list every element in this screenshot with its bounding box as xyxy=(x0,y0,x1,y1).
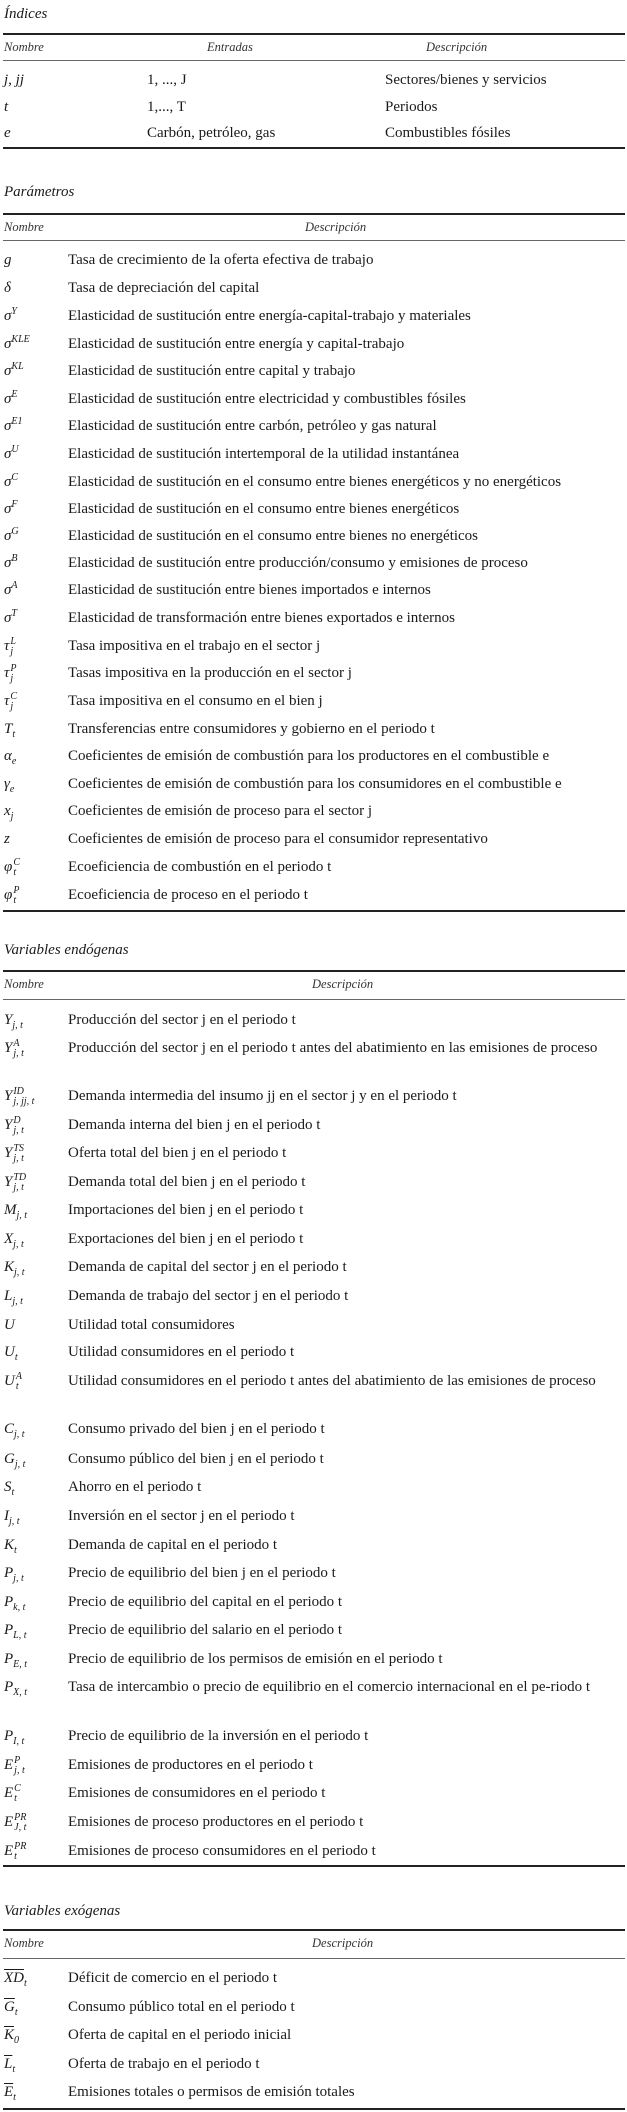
symbol-base: α xyxy=(4,748,12,764)
header-nombre: Nombre xyxy=(4,220,44,234)
description: Exportaciones del bien j en el periodo t xyxy=(68,1231,304,1247)
header-nombre: Nombre xyxy=(4,40,44,54)
symbol-base: T xyxy=(4,721,13,737)
symbol xyxy=(4,1726,24,1746)
symbol-base: z xyxy=(4,831,10,847)
symbol-base: U xyxy=(4,1317,15,1333)
symbol xyxy=(4,1477,14,1497)
symbol xyxy=(4,1371,22,1392)
symbol-base: U xyxy=(4,1373,15,1389)
description: Elasticidad de sustitución en el consumo entre bienes energéticos y no energéticos xyxy=(68,474,562,490)
table-bottom-rule xyxy=(3,2108,625,2110)
symbol-subscript: j xyxy=(10,645,14,657)
symbol xyxy=(4,691,17,712)
symbol-superscript: E1 xyxy=(11,416,23,427)
header-rule xyxy=(3,240,625,241)
description: Oferta de trabajo en el periodo t xyxy=(68,2056,260,2072)
description: Coeficientes de emisión de proceso para el sector j xyxy=(68,803,373,819)
symbol-base: E xyxy=(4,1814,14,1830)
symbol-subscript: t xyxy=(14,1352,18,1363)
symbol xyxy=(4,526,19,546)
symbol-base: σ xyxy=(4,446,12,462)
header-descripcion: Descripción xyxy=(312,977,374,991)
symbol-subscript: j, t xyxy=(13,1239,24,1250)
description: Transferencias entre consumidores y gobierno en el periodo t xyxy=(68,721,435,737)
symbol-subscript: j, t xyxy=(14,1267,25,1278)
symbol xyxy=(4,1038,24,1059)
symbol-subscript: e xyxy=(11,756,17,767)
symbol-base: σ xyxy=(4,555,12,571)
header-descripcion: Descripción xyxy=(305,220,367,234)
symbol-superscript: G xyxy=(11,526,19,537)
description: Demanda intermedia del insumo jj en el sector j y en el periodo t xyxy=(68,1088,457,1104)
symbol-base: U xyxy=(4,1344,15,1360)
symbol xyxy=(4,1620,27,1640)
description: Elasticidad de sustitución entre electricidad y combustibles fósiles xyxy=(68,391,466,407)
symbol-superscript: A xyxy=(11,580,18,591)
symbol-base: δ xyxy=(4,280,11,296)
symbol-subscript: t xyxy=(14,2007,18,2018)
header-rule xyxy=(3,999,625,1000)
description: Utilidad consumidores en el periodo t xyxy=(68,1344,295,1360)
description: Demanda de trabajo del sector j en el periodo t xyxy=(68,1288,349,1304)
symbol-base: x xyxy=(4,803,11,819)
symbol-base: L xyxy=(4,1288,13,1304)
description: Oferta total del bien j en el periodo t xyxy=(68,1145,287,1161)
description: Tasas impositiva en la producción en el sector j xyxy=(68,665,352,681)
symbol-scripts xyxy=(14,1813,26,1833)
symbol-superscript: P xyxy=(10,662,17,674)
table-bottom-rule xyxy=(3,147,625,149)
symbol xyxy=(4,334,30,354)
symbol-base: φ xyxy=(4,859,13,875)
symbol xyxy=(4,416,23,436)
symbol-subscript: j, t xyxy=(13,1181,24,1193)
symbol xyxy=(4,1592,25,1612)
section-title-indices: Índices xyxy=(4,6,48,22)
symbol xyxy=(4,389,18,409)
symbol xyxy=(4,1115,24,1136)
symbol-subscript: t xyxy=(12,2064,16,2075)
description: Elasticidad de transformación entre bienes exportados e internos xyxy=(68,610,455,626)
symbol-subscript: t xyxy=(14,1545,17,1556)
symbol-subscript: t xyxy=(13,2092,16,2103)
symbol-subscript: j, t xyxy=(14,1764,25,1776)
description: Elasticidad de sustitución intertemporal de la utilidad instantánea xyxy=(68,446,460,462)
symbol-superscript: B xyxy=(11,553,18,564)
index-entries: 1,..., T xyxy=(147,99,186,115)
symbol xyxy=(4,580,18,600)
symbol-subscript: I, t xyxy=(13,1736,25,1747)
description: Emisiones totales o permisos de emisión totales xyxy=(68,2084,355,2100)
description: Elasticidad de sustitución entre carbón, petróleo y gas natural xyxy=(68,418,437,434)
symbol xyxy=(4,1342,18,1362)
symbol xyxy=(4,2054,15,2074)
symbol-superscript: ID xyxy=(13,1085,24,1097)
symbol-base: Y xyxy=(4,1088,13,1104)
symbol xyxy=(4,499,18,519)
symbol-base: P xyxy=(4,1651,14,1667)
symbol-superscript: Y xyxy=(11,306,17,317)
symbol-scripts xyxy=(14,1842,26,1862)
description: Coeficientes de emisión de combustión para los productores en el combustible e xyxy=(68,748,550,764)
table-top-rule xyxy=(3,33,625,35)
description: Emisiones de proceso productores en el periodo t xyxy=(68,1814,364,1830)
description: Utilidad consumidores en el periodo t antes del abatimiento de las emisiones de proceso xyxy=(68,1373,596,1389)
description: Ahorro en el periodo t xyxy=(68,1479,202,1495)
symbol xyxy=(4,663,16,684)
symbol-subscript: j, t xyxy=(12,1296,23,1307)
symbol xyxy=(4,885,19,906)
description: Utilidad total consumidores xyxy=(68,1317,235,1333)
description: Precio de equilibrio del salario en el periodo t xyxy=(68,1622,343,1638)
symbol-superscript: P xyxy=(14,1754,21,1766)
symbol-scripts xyxy=(13,1039,24,1059)
symbol xyxy=(4,1315,15,1335)
symbol-subscript: j xyxy=(10,700,14,712)
description: Oferta de capital en el periodo inicial xyxy=(68,2027,292,2043)
symbol xyxy=(4,719,15,739)
symbol xyxy=(4,472,18,492)
symbol xyxy=(4,1535,17,1555)
description: Demanda interna del bien j en el periodo t xyxy=(68,1117,321,1133)
symbol-superscript: E xyxy=(11,389,18,400)
description: Coeficientes de emisión de proceso para el consumidor representativo xyxy=(68,831,488,847)
symbol-subscript: j, t xyxy=(12,1020,23,1031)
symbol-superscript: C xyxy=(13,856,20,868)
symbol xyxy=(4,2025,19,2045)
symbol-base: σ xyxy=(4,501,12,517)
symbol-scripts xyxy=(16,1372,22,1392)
symbol-superscript: TS xyxy=(13,1142,24,1154)
symbol-subscript: J, t xyxy=(14,1821,27,1833)
symbol-base: P xyxy=(4,1594,14,1610)
index-description: Combustibles fósiles xyxy=(385,125,511,141)
symbol-subscript: j, t xyxy=(14,1459,26,1470)
symbol-subscript: k, t xyxy=(13,1602,26,1613)
symbol-scripts xyxy=(13,1173,26,1193)
symbol-base: τ xyxy=(4,693,10,709)
description: Elasticidad de sustitución entre energía-capital-trabajo y materiales xyxy=(68,308,471,324)
symbol xyxy=(4,774,14,794)
symbol-scripts xyxy=(10,692,17,712)
symbol xyxy=(4,278,11,298)
symbol-base: $\overline{G}$ xyxy=(4,1999,15,2015)
description: Déficit de comercio en el periodo t xyxy=(68,1970,278,1986)
description: Ecoeficiencia de combustión en el periodo t xyxy=(68,859,332,875)
index-name: e xyxy=(4,125,11,141)
symbol xyxy=(4,1449,25,1469)
symbol-subscript: t xyxy=(14,1850,17,1862)
symbol-subscript: t xyxy=(11,1487,15,1498)
symbol xyxy=(4,1086,34,1107)
description: Demanda total del bien j en el periodo t xyxy=(68,1174,306,1190)
description: Elasticidad de sustitución entre capital y trabajo xyxy=(68,363,356,379)
symbol-superscript: T xyxy=(11,608,17,619)
symbol-base: σ xyxy=(4,528,12,544)
symbol-base: σ xyxy=(4,474,12,490)
index-description: Sectores/bienes y servicios xyxy=(385,72,547,88)
description: Producción del sector j en el periodo t antes del abatimiento en las emisiones de proceso xyxy=(68,1040,598,1056)
description: Consumo privado del bien j en el periodo t xyxy=(68,1421,325,1437)
symbol-base: P xyxy=(4,1622,14,1638)
symbol-base: σ xyxy=(4,391,12,407)
symbol xyxy=(4,1257,25,1277)
symbol-scripts xyxy=(13,1144,24,1164)
symbol xyxy=(4,306,17,326)
symbol-subscript: j, t xyxy=(14,1429,25,1440)
symbol xyxy=(4,553,18,573)
description: Precio de equilibrio del capital en el periodo t xyxy=(68,1594,343,1610)
symbol-superscript: C xyxy=(14,1782,21,1794)
index-description: Periodos xyxy=(385,99,438,115)
description: Tasa impositiva en el consumo en el bien j xyxy=(68,693,323,709)
symbol xyxy=(4,1677,27,1697)
symbol-base: σ xyxy=(4,582,12,598)
symbol-base: Y xyxy=(4,1040,13,1056)
symbol-base: E xyxy=(4,1785,14,1801)
symbol-scripts xyxy=(10,637,16,657)
symbol-base: I xyxy=(4,1508,9,1524)
symbol xyxy=(4,1172,26,1193)
symbol-base: Y xyxy=(4,1145,13,1161)
symbol-base: σ xyxy=(4,610,12,626)
description: Demanda de capital del sector j en el periodo t xyxy=(68,1259,347,1275)
symbol xyxy=(4,608,17,628)
symbol-subscript: t xyxy=(14,1792,17,1804)
symbol xyxy=(4,801,13,821)
symbol-subscript: j xyxy=(10,672,14,684)
section-title-exogenas: Variables exógenas xyxy=(4,1903,121,1919)
symbol-base: $\overline{K}$ xyxy=(4,2027,15,2043)
symbol xyxy=(4,636,16,657)
symbol-scripts xyxy=(13,1087,34,1107)
table-bottom-rule xyxy=(3,1865,625,1867)
description: Tasa de depreciación del capital xyxy=(68,280,260,296)
symbol xyxy=(4,1286,23,1306)
symbol-base: K xyxy=(4,1259,15,1275)
symbol xyxy=(4,1968,27,1988)
symbol-subscript: j, t xyxy=(13,1152,24,1164)
index-name: t xyxy=(4,99,9,115)
description: Elasticidad de sustitución en el consumo entre bienes energéticos xyxy=(68,501,460,517)
symbol-scripts xyxy=(10,664,16,684)
description: Precio de equilibrio del bien j en el periodo t xyxy=(68,1565,336,1581)
symbol xyxy=(4,1506,20,1526)
symbol-base: M xyxy=(4,1202,17,1218)
symbol xyxy=(4,444,19,464)
header-descripcion: Descripción xyxy=(426,40,488,54)
description: Elasticidad de sustitución entre bienes importados e internos xyxy=(68,582,431,598)
symbol-base: σ xyxy=(4,336,12,352)
symbol-subscript: t xyxy=(24,1978,27,1989)
symbol-base: Y xyxy=(4,1012,13,1028)
symbol-base: φ xyxy=(4,887,13,903)
symbol-base: G xyxy=(4,1451,15,1467)
symbol-base: $\overline{E}$ xyxy=(4,2084,14,2100)
description: Emisiones de productores en el periodo t xyxy=(68,1757,313,1773)
symbol-superscript: F xyxy=(11,499,18,510)
header-rule xyxy=(3,60,625,61)
symbol-superscript: A xyxy=(13,1037,20,1049)
symbol-superscript: U xyxy=(11,444,19,455)
symbol-base: σ xyxy=(4,308,12,324)
symbol-base: K xyxy=(4,1537,15,1553)
symbol-superscript: D xyxy=(13,1114,21,1126)
symbol xyxy=(4,857,20,878)
symbol-base: τ xyxy=(4,665,10,681)
header-nombre: Nombre xyxy=(4,977,44,991)
description: Demanda de capital en el periodo t xyxy=(68,1537,278,1553)
symbol-base: $\overline{L}$ xyxy=(4,2056,13,2072)
symbol-subscript: j, t xyxy=(9,1516,20,1527)
symbol-subscript: j xyxy=(10,811,14,822)
symbol xyxy=(4,829,10,849)
description: Elasticidad de sustitución entre energía y capital-trabajo xyxy=(68,336,405,352)
symbol-subscript: j, t xyxy=(13,1573,24,1584)
symbol xyxy=(4,1143,24,1164)
description: Tasa de crecimiento de la oferta efectiva de trabajo xyxy=(68,252,374,268)
description: Importaciones del bien j en el periodo t xyxy=(68,1202,304,1218)
symbol-subscript: L, t xyxy=(13,1630,27,1641)
table-bottom-rule xyxy=(3,910,625,912)
symbol-subscript: j, jj, t xyxy=(13,1095,35,1107)
symbol xyxy=(4,1419,25,1439)
symbol xyxy=(4,361,24,381)
symbol-base: P xyxy=(4,1679,14,1695)
symbol-superscript: C xyxy=(10,690,18,702)
index-entries: 1, ..., J xyxy=(147,72,187,88)
description: Consumo público del bien j en el periodo t xyxy=(68,1451,324,1467)
description: Emisiones de consumidores en el periodo t xyxy=(68,1785,326,1801)
symbol-base: σ xyxy=(4,363,12,379)
description: Tasa de intercambio o precio de equilibrio en el comercio internacional en el pe-riodo t xyxy=(68,1679,591,1695)
symbol-subscript: j, t xyxy=(13,1047,24,1059)
symbol-base: S xyxy=(4,1479,12,1495)
symbol-subscript: j, t xyxy=(13,1124,24,1136)
description: Ecoeficiencia de proceso en el periodo t xyxy=(68,887,308,903)
description: Elasticidad de sustitución entre producción/consumo y emisiones de proceso xyxy=(68,555,528,571)
symbol-superscript: PR xyxy=(14,1840,27,1852)
symbol-scripts xyxy=(13,886,19,906)
symbol xyxy=(4,1812,26,1833)
symbol-base: γ xyxy=(4,776,10,792)
symbol-scripts xyxy=(14,1784,21,1804)
description: Consumo público total en el periodo t xyxy=(68,1999,295,2015)
symbol-base: $\overline{XD}$ xyxy=(4,1970,24,1986)
symbol xyxy=(4,1841,26,1862)
symbol-scripts xyxy=(13,858,20,878)
description: Precio de equilibrio de la inversión en el periodo t xyxy=(68,1728,369,1744)
symbol-superscript: A xyxy=(15,1370,22,1382)
symbol xyxy=(4,746,16,766)
symbol-subscript: e xyxy=(9,784,15,795)
table-top-rule xyxy=(3,213,625,215)
table-top-rule xyxy=(3,970,625,972)
header-rule xyxy=(3,1958,625,1959)
table-top-rule xyxy=(3,1929,625,1931)
description: Inversión en el sector j en el periodo t xyxy=(68,1508,295,1524)
description: Emisiones de proceso consumidores en el periodo t xyxy=(68,1843,376,1859)
symbol-base: Y xyxy=(4,1117,13,1133)
symbol xyxy=(4,1783,21,1804)
description: Producción del sector j en el periodo t xyxy=(68,1012,296,1028)
symbol-scripts xyxy=(13,1116,24,1136)
symbol xyxy=(4,1755,25,1776)
symbol-base: C xyxy=(4,1421,15,1437)
symbol xyxy=(4,1997,18,2017)
symbol-base: P xyxy=(4,1728,14,1744)
symbol-subscript: t xyxy=(13,894,17,906)
header-descripcion: Descripción xyxy=(312,1936,374,1950)
symbol-subscript: 0 xyxy=(14,2035,20,2046)
symbol-superscript: P xyxy=(13,884,20,896)
symbol-scripts xyxy=(14,1756,25,1776)
symbol xyxy=(4,1200,27,1220)
symbol-subscript: t xyxy=(13,866,17,878)
section-title-parametros: Parámetros xyxy=(4,184,75,200)
symbol xyxy=(4,1649,27,1669)
symbol-base: X xyxy=(4,1231,14,1247)
symbol xyxy=(4,1010,23,1030)
symbol-superscript: TD xyxy=(13,1171,27,1183)
section-title-endogenas: Variables endógenas xyxy=(4,942,129,958)
index-name: j, jj xyxy=(4,72,25,88)
description: Coeficientes de emisión de combustión para los consumidores en el combustible e xyxy=(68,776,562,792)
symbol-subscript: j, t xyxy=(16,1210,28,1221)
symbol-base: g xyxy=(4,252,12,268)
description: Tasa impositiva en el trabajo en el sector j xyxy=(68,638,321,654)
symbol-base: τ xyxy=(4,638,10,654)
symbol-base: P xyxy=(4,1565,14,1581)
symbol-superscript: PR xyxy=(14,1811,27,1823)
symbol-base: Y xyxy=(4,1174,13,1190)
symbol-superscript: C xyxy=(11,472,19,483)
symbol-subscript: t xyxy=(12,729,16,740)
symbol-superscript: KL xyxy=(11,361,24,372)
index-entries: Carbón, petróleo, gas xyxy=(147,125,276,141)
symbol xyxy=(4,2082,16,2102)
symbol-subscript: E, t xyxy=(13,1659,28,1670)
symbol-base: σ xyxy=(4,418,12,434)
symbol-base: E xyxy=(4,1843,14,1859)
symbol-superscript: L xyxy=(10,635,16,647)
symbol-subscript: t xyxy=(15,1380,19,1392)
symbol-superscript: KLE xyxy=(11,334,30,345)
symbol xyxy=(4,1563,24,1583)
header-entradas: Entradas xyxy=(207,40,253,54)
symbol-base: E xyxy=(4,1757,14,1773)
header-nombre: Nombre xyxy=(4,1936,44,1950)
symbol xyxy=(4,250,12,270)
symbol-subscript: X, t xyxy=(13,1687,28,1698)
description: Precio de equilibrio de los permisos de emisión en el periodo t xyxy=(68,1651,443,1667)
description: Elasticidad de sustitución en el consumo entre bienes no energéticos xyxy=(68,528,479,544)
symbol xyxy=(4,1229,24,1249)
